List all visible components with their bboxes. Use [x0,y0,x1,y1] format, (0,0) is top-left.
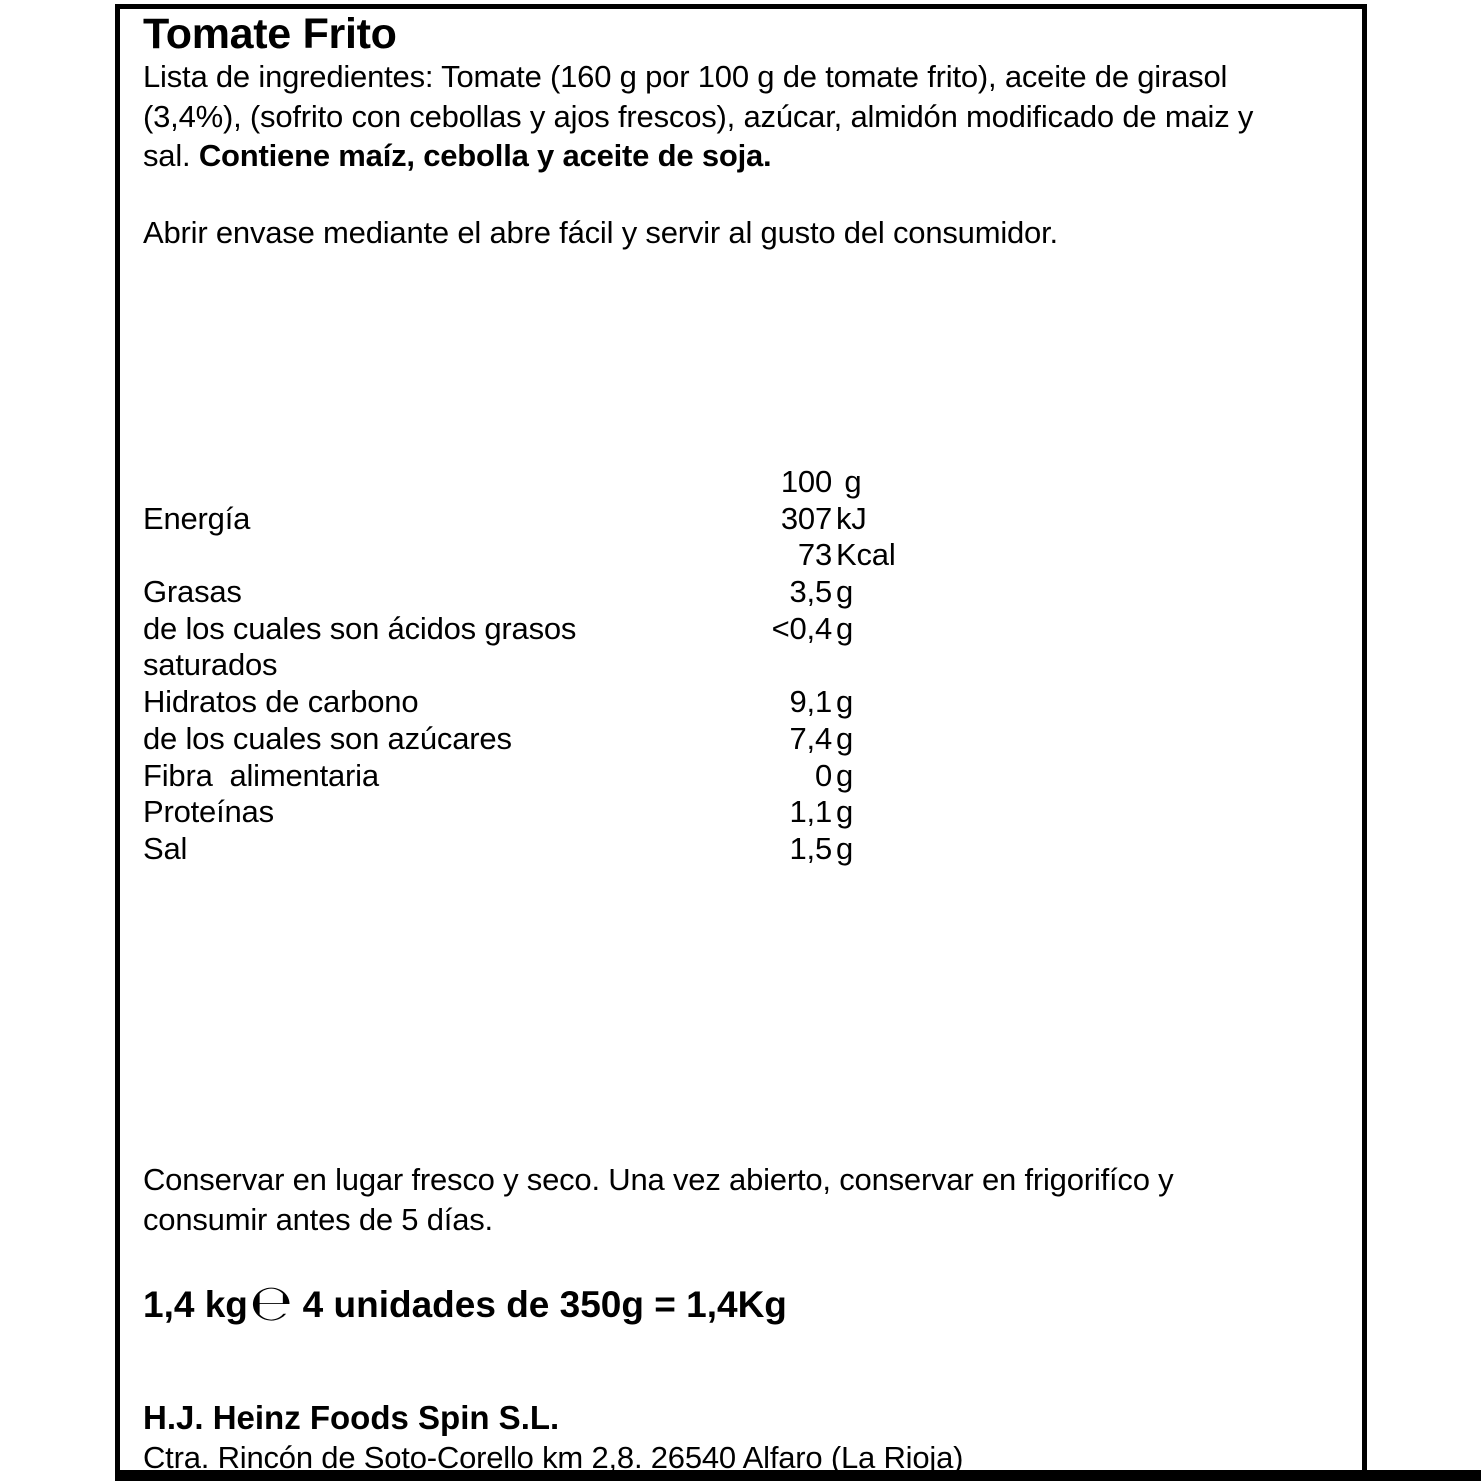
storage-line-2: consumir antes de 5 días. [143,1202,493,1237]
ingredients-line-3-regular: sal. [143,138,199,173]
nutrient-unit: g [836,464,862,499]
allergen-statement: Contiene maíz, cebolla y aceite de soja. [198,138,772,173]
manufacturer-address: Ctra. Rincón de Soto-Corello km 2,8. 26540 Alfaro (La Rioja) [143,1440,964,1475]
nutrient-label: de los cuales son ácidos grasos [143,610,577,646]
nutrient-unit: g [836,830,854,866]
nutrient-label: Energía [143,500,251,536]
nutrient-label: Sal [143,830,188,866]
net-weight-detail: 4 unidades de 350g = 1,4Kg [302,1284,787,1325]
nutrition-row [143,794,903,831]
nutrient-unit: Kcal [836,537,896,573]
nutrition-row [143,537,903,574]
nutrient-value: <0,4 [771,610,832,646]
ingredients-paragraph [143,57,1253,176]
nutrition-row [143,684,903,721]
nutrient-value: 73 [797,537,832,573]
nutrient-label: Proteínas [143,794,274,830]
nutrient-value: 0 [814,757,832,793]
nutrient-unit: kJ [836,500,867,536]
nutrient-label: Fibra alimentaria [143,757,379,793]
manufacturer-name: H.J. Heinz Foods Spin S.L. [143,1399,560,1436]
nutrient-label: saturados [143,647,278,683]
nutrient-unit: g [836,794,854,830]
nutrient-value: 7,4 [789,720,832,756]
nutrient-value: 1,1 [789,794,832,830]
nutrient-value: 3,5 [789,574,832,610]
ingredients-line-1: Lista de ingredientes: Tomate (160 g por 100 g de tomate frito), aceite de girasol [143,59,1228,94]
nutrient-unit: g [836,574,854,610]
nutrition-row [143,501,903,538]
storage-instruction [143,1160,1173,1240]
nutrient-unit: g [836,684,854,720]
nutrient-label: Grasas [143,574,242,610]
net-weight-statement [143,1274,787,1332]
nutrition-row [143,647,903,684]
nutrition-row [143,721,903,758]
nutrient-value: 9,1 [789,684,832,720]
serving-instruction: Abrir envase mediante el abre fácil y servir al gusto del consumidor. [143,215,1058,250]
nutrient-unit: g [836,757,854,793]
ingredients-line-2: (3,4%), (sofrito con cebollas y ajos frescos), azúcar, almidón modificado de maiz y [143,98,1254,134]
nutrient-label: de los cuales son azúcares [143,720,512,756]
nutrition-row [143,758,903,795]
nutrition-row [143,574,903,611]
ingredients-line-3 [143,136,1253,176]
net-weight-value: 1,4 kg [143,1284,248,1325]
estimated-sign: ℮ [249,1274,293,1332]
nutrition-table [143,464,903,868]
nutrient-unit: g [836,720,854,756]
nutrient-label: Hidratos de carbono [143,684,419,720]
nutrition-row [143,611,903,648]
storage-line-1: Conservar en lugar fresco y seco. Una vez abierto, conservar en frigorifíco y [143,1162,1174,1197]
product-title: Tomate Frito [143,10,397,58]
nutrient-value: 100 [780,464,832,499]
nutrition-row [143,831,903,868]
nutrient-unit: g [836,610,854,646]
nutrient-value: 307 [780,500,832,536]
nutrient-value: 1,5 [789,830,832,866]
nutrition-row [143,464,903,501]
